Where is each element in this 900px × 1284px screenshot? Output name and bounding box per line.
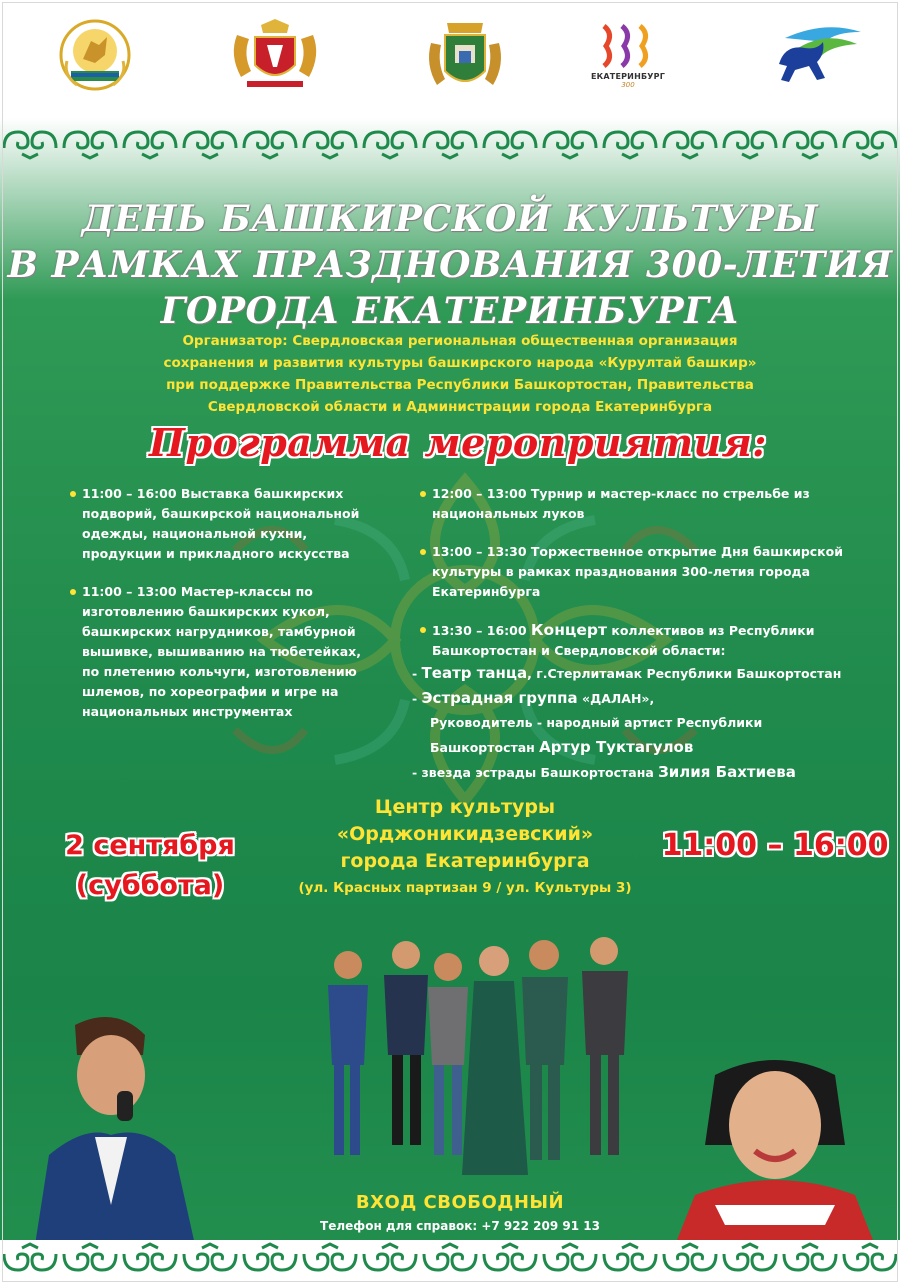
item-line: 11:00 – 13:00 Мастер-классы по (82, 584, 313, 599)
item-line: изготовлению башкирских кукол, (82, 604, 330, 619)
item-line: продукции и прикладного искусства (82, 546, 350, 561)
organizer-line-3: при поддержке Правительства Республики Башкортостан, Правительства (166, 377, 754, 393)
performer-2-leader: Руководитель - народный артист Республики (430, 715, 763, 730)
horse-logo-icon (765, 20, 865, 90)
concert-rest: коллективов из Республики (607, 623, 815, 638)
program-item (70, 484, 410, 564)
item-line: шлемов, по хореографии и игре на (82, 684, 339, 699)
performer-2 (412, 686, 895, 711)
performer-detail: «ДАЛАН», (577, 691, 655, 706)
ekb-logo-caption: ЕКАТЕРИНБУРГ (591, 71, 665, 81)
bottom-ornament-band (0, 1240, 900, 1284)
person-2-figure (384, 941, 428, 1145)
performer-1 (412, 661, 895, 686)
weekday-line: (суббота) (75, 870, 225, 901)
item-line: 11:00 – 16:00 Выставка башкирских (82, 486, 344, 501)
venue-line-1: Центр культуры (374, 796, 556, 818)
item-line: культуры в рамках празднования 300-летия города (432, 564, 811, 579)
performer-name: Театр танца (421, 664, 528, 682)
bullet-dot-icon (420, 627, 426, 633)
venue-address: (ул. Красных партизан 9 / ул. Культуры 3) (298, 880, 632, 896)
item-line: 12:00 – 13:00 Турнир и мастер-класс по стрельбе из (432, 486, 810, 501)
item-line: башкирских нагрудников, тамбурной (82, 624, 356, 639)
ekb-300-icon (598, 22, 658, 70)
item-line: Екатеринбурга (432, 584, 541, 599)
concert-line-2: Башкортостан и Свердловской области: (432, 643, 726, 658)
title-line-2: В РАМКАХ ПРАЗДНОВАНИЯ 300-ЛЕТИЯ (7, 244, 893, 286)
person-5-figure (522, 940, 568, 1160)
sverdlovsk-emblem-icon (227, 15, 323, 95)
venue-line-3: города Екатеринбурга (340, 850, 590, 872)
performer-name: Зилия Бахтиева (658, 763, 796, 781)
person-1-figure (328, 951, 368, 1155)
performer-detail: - звезда эстрады Башкортостана (412, 765, 659, 780)
performer-name: Эстрадная группа (421, 689, 578, 707)
program-item (420, 484, 895, 524)
person-6-figure (582, 937, 628, 1155)
bullet-dot-icon (420, 549, 426, 555)
performer-name: Артур Туктагулов (539, 738, 694, 756)
yekaterinburg-emblem-icon (425, 15, 505, 95)
program-heading: Программа мероприятия: (149, 420, 767, 465)
bashkortostan-emblem-icon (55, 15, 135, 95)
organizer-line-4: Свердловской области и Администрации города Екатеринбурга (207, 399, 713, 415)
concert-time: 13:30 – 16:00 (432, 623, 531, 638)
organizer-text (100, 330, 820, 418)
concert-word: Концерт (530, 621, 607, 639)
bullet-dot-icon (70, 491, 76, 497)
performer-2-leader-name-line (412, 735, 895, 760)
venue-line-2: «Орджоникидзевский» (336, 823, 594, 845)
item-line: подворий, башкирской национальной (82, 506, 360, 521)
program-left-column (70, 484, 410, 740)
bullet-dot-icon (420, 491, 426, 497)
dash: - (412, 666, 422, 681)
item-line: по плетению кольчуги, изготовлению (82, 664, 357, 679)
yekaterinburg-300-logo (578, 10, 678, 100)
bullet-dot-icon (70, 589, 76, 595)
performer-3 (412, 760, 895, 785)
performers-group-photo (318, 925, 648, 1185)
performer-detail: Башкортостан (430, 740, 540, 755)
sverdlovsk-emblem (225, 10, 325, 100)
yekaterinburg-emblem (415, 10, 515, 100)
free-entry-label: ВХОД СВОБОДНЫЙ (355, 1192, 565, 1213)
item-line: 13:00 – 13:30 Торжественное открытие Дня башкирской (432, 544, 844, 559)
performers-list (412, 661, 895, 785)
organizer-line-1: Организатор: Свердловская региональная общественная организация (182, 333, 738, 349)
venue-block (265, 794, 665, 902)
item-line: национальных луков (432, 506, 585, 521)
bashkortostan-emblem (50, 10, 140, 100)
singer-left-photo (25, 1005, 205, 1245)
event-title (0, 196, 900, 334)
person-3-figure (428, 953, 468, 1155)
dash: - (412, 691, 422, 706)
event-time: 11:00 – 16:00 (661, 828, 889, 863)
kurultai-logo (760, 10, 870, 100)
program-item (420, 542, 895, 602)
program-item (70, 582, 410, 722)
title-line-3: ГОРОДА ЕКАТЕРИНБУРГА (160, 290, 740, 332)
performer-detail: , г.Стерлитамак Республики Башкортостан (527, 666, 842, 681)
phone-info: Телефон для справок: +7 922 209 91 13 (320, 1219, 600, 1233)
item-line: национальных инструментах (82, 704, 293, 719)
organizer-line-2: сохранения и развития культуры башкирского народа «Курултай башкир» (163, 355, 757, 371)
title-line-1: ДЕНЬ БАШКИРСКОЙ КУЛЬТУРЫ (81, 198, 819, 240)
item-line: вышивке, вышиванию на тюбетейках, (82, 644, 361, 659)
concert-item (420, 620, 895, 661)
singer-right-photo (655, 1055, 895, 1245)
concert-line-1 (432, 620, 895, 641)
date-line: 2 сентября (65, 830, 235, 861)
event-date (30, 826, 270, 906)
program-right-column (412, 484, 895, 785)
person-4-figure (462, 946, 528, 1175)
top-ornament-band (0, 118, 900, 162)
logos-row (0, 10, 900, 110)
ekb-logo-subcaption: 300 (621, 80, 635, 89)
item-line: одежды, национальной кухни, (82, 526, 308, 541)
